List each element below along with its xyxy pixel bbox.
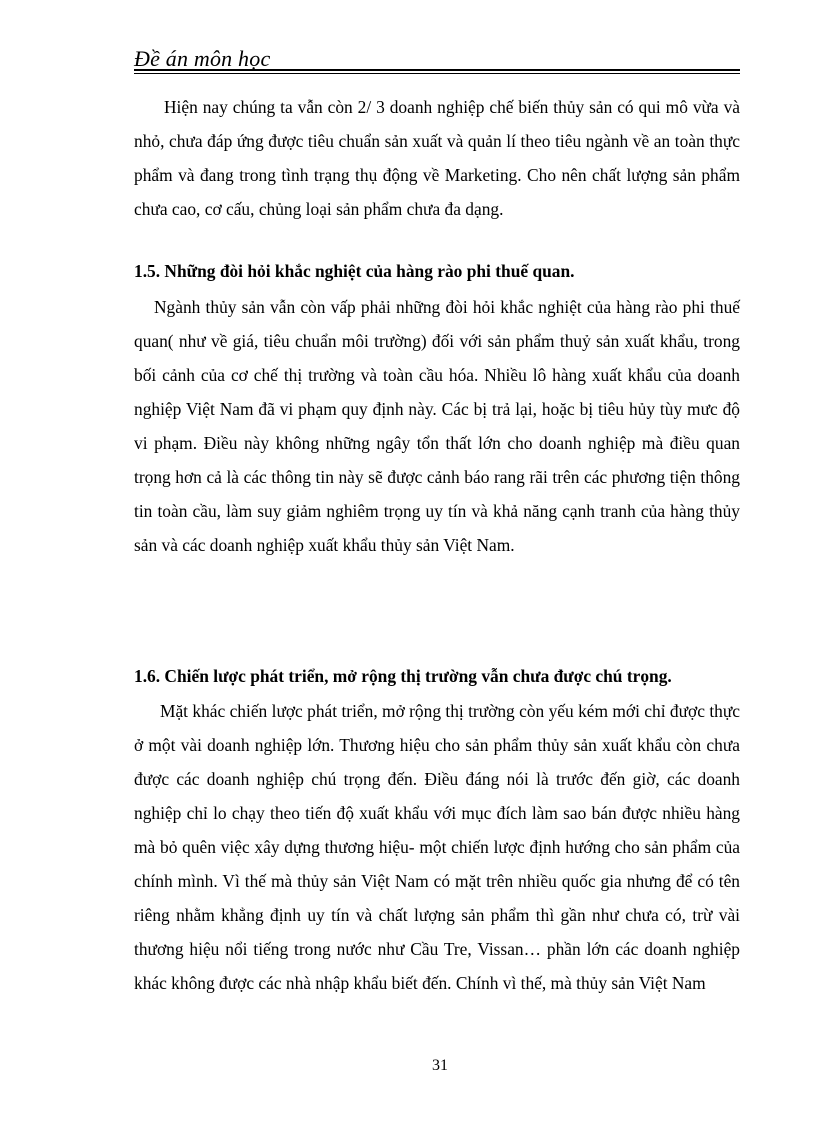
- header-title: Đề án môn học: [134, 46, 271, 71]
- section-1-6-heading: 1.6. Chiến lược phát triển, mở rộng thị trường vẫn chưa được chú trọng.: [134, 666, 672, 686]
- header-rule-thick: [134, 69, 740, 71]
- paragraph-1: Hiện nay chúng ta vẫn còn 2/ 3 doanh nghiệp chế biến thủy sản có qui mô vừa và nhỏ, chưa đáp ứng được tiêu chuẩn sản xuất và quản lí theo tiêu ngành về an toàn thực phẩm và đang trong tình trạng thụ động về Marketing. Cho nên chất lượng sản phẩm chưa cao, cơ cấu, chủng loại sản phẩm chưa đa dạng.: [134, 97, 740, 219]
- page-number: 31: [432, 1057, 448, 1074]
- paragraph-2: Ngành thủy sản vẫn còn vấp phải những đòi hỏi khắc nghiệt của hàng rào phi thuế quan( như về giá, tiêu chuẩn môi trường) đối với sản phẩm thuỷ sản xuất khẩu, trong bối cảnh của cơ chế thị trường và toàn cầu hóa. Nhiều lô hàng xuất khẩu của doanh nghiệp Việt Nam đã vi phạm quy định này. Các bị trả lại, hoặc bị tiêu hủy tùy mưc độ vi phạm. Điều này không những ngây tổn thất lớn cho doanh nghiệp mà điều quan trọng hơn cả là các thông tin này sẽ được cảnh báo rang rãi trên các phương tiện thông tin toàn cầu, làm suy giảm nghiêm trọng uy tín và khả năng cạnh tranh của hàng thủy sản và các doanh nghiệp xuất khẩu thủy sản Việt Nam.: [134, 297, 740, 555]
- paragraph-3: Mặt khác chiến lược phát triển, mở rộng thị trường còn yếu kém mới chỉ được thực ở một vài doanh nghiệp lớn. Thương hiệu cho sản phẩm thủy sản xuất khẩu còn chưa được các doanh nghiệp chú trọng đến. Điều đáng nói là trước đến giờ, các doanh nghiệp chỉ lo chạy theo tiến độ xuất khẩu với mục đích làm sao bán được nhiều hàng mà bỏ quên việc xây dựng thương hiệu- một chiến lược định hướng cho sản phẩm của chính mình. Vì thế mà thủy sản Việt Nam có mặt trên nhiều quốc gia nhưng để có tên riêng nhằm khẳng định uy tín và chất lượng sản phẩm thì gần như chưa có, trừ vài thương hiệu nổi tiếng trong nước như Cầu Tre, Vissan… phần lớn các doanh nghiệp khác không được các nhà nhập khẩu biết đến. Chính vì thế, mà thủy sản Việt Nam: [134, 701, 740, 993]
- page-header: [134, 46, 740, 72]
- section-1-5-heading: 1.5. Những đòi hỏi khắc nghiệt của hàng rào phi thuế quan.: [134, 261, 575, 281]
- header-rule-thin: [134, 73, 740, 74]
